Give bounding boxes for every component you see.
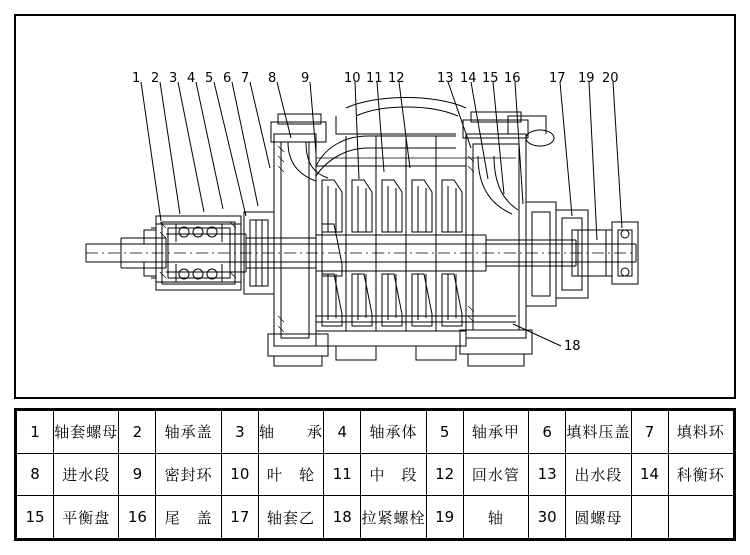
legend-num: 19 — [426, 496, 463, 539]
legend-num: 13 — [529, 453, 566, 496]
callout-number: 5 — [205, 71, 214, 86]
legend-label: 轴承盖 — [156, 411, 221, 454]
callout-number: 10 — [344, 71, 361, 86]
legend-num: 5 — [426, 411, 463, 454]
callout-number: 4 — [187, 71, 196, 86]
legend-label: 轴 — [463, 496, 528, 539]
legend-num: 12 — [426, 453, 463, 496]
legend-label: 轴承甲 — [463, 411, 528, 454]
callout-number: 13 — [437, 71, 454, 86]
callout-number: 1 — [132, 71, 141, 86]
legend-num: 15 — [17, 496, 54, 539]
callout-number: 17 — [549, 71, 566, 86]
legend-label: 出水段 — [566, 453, 631, 496]
legend-num: 9 — [119, 453, 156, 496]
diagram-frame — [14, 14, 736, 399]
legend-num: 4 — [324, 411, 361, 454]
callout-number: 16 — [504, 71, 521, 86]
callout-number: 15 — [482, 71, 499, 86]
legend-num: 8 — [17, 453, 54, 496]
callout-number: 6 — [223, 71, 232, 86]
legend-label: 叶 轮 — [258, 453, 323, 496]
legend-num: 17 — [221, 496, 258, 539]
legend-row — [17, 453, 734, 496]
callout-number: 14 — [460, 71, 477, 86]
legend-label: 科衡环 — [668, 453, 733, 496]
legend-label: 中 段 — [361, 453, 426, 496]
legend-label — [668, 496, 733, 539]
legend-num: 10 — [221, 453, 258, 496]
legend-label: 轴套螺母 — [54, 411, 119, 454]
legend-label: 填料压盖 — [566, 411, 631, 454]
legend-label: 密封环 — [156, 453, 221, 496]
legend-label: 填料环 — [668, 411, 733, 454]
legend-label: 尾 盖 — [156, 496, 221, 539]
legend-label: 轴承体 — [361, 411, 426, 454]
legend-num: 1 — [17, 411, 54, 454]
callout-number: 7 — [241, 71, 250, 86]
legend-num — [631, 496, 668, 539]
callout-number: 3 — [169, 71, 178, 86]
legend-label: 轴套乙 — [258, 496, 323, 539]
callout-number: 9 — [301, 71, 310, 86]
legend-num: 16 — [119, 496, 156, 539]
legend-label: 拉紧螺栓 — [361, 496, 426, 539]
legend-num: 30 — [529, 496, 566, 539]
legend-num: 3 — [221, 411, 258, 454]
legend-num: 6 — [529, 411, 566, 454]
legend-num: 14 — [631, 453, 668, 496]
legend-label: 回水管 — [463, 453, 528, 496]
legend-num: 7 — [631, 411, 668, 454]
legend-num: 2 — [119, 411, 156, 454]
legend-row — [17, 496, 734, 539]
legend-label: 平衡盘 — [54, 496, 119, 539]
legend-label: 轴 承 — [258, 411, 323, 454]
legend-label: 进水段 — [54, 453, 119, 496]
legend-label: 圆螺母 — [566, 496, 631, 539]
callout-number: 11 — [366, 71, 383, 86]
callout-number: 20 — [602, 71, 619, 86]
legend-num: 18 — [324, 496, 361, 539]
legend-num: 11 — [324, 453, 361, 496]
legend-row — [17, 411, 734, 454]
callout-number: 8 — [268, 71, 277, 86]
callout-number: 18 — [564, 339, 581, 354]
callout-number: 2 — [151, 71, 160, 86]
callout-number: 12 — [388, 71, 405, 86]
legend-table — [14, 408, 736, 541]
callout-number: 19 — [578, 71, 595, 86]
